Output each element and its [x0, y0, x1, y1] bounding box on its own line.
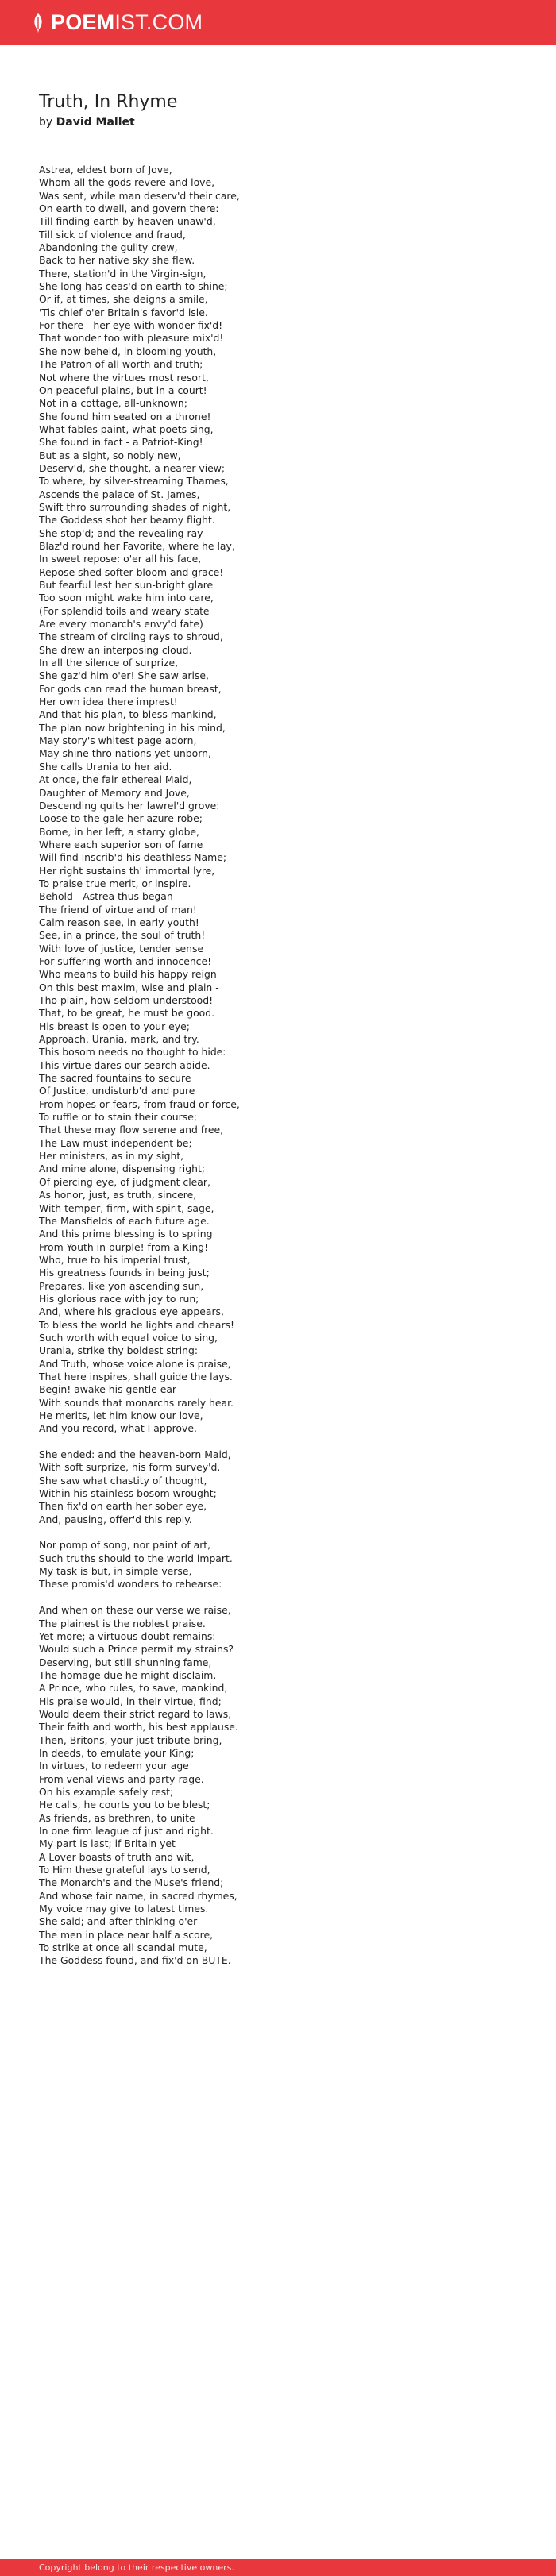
poem-line: Who, true to his imperial trust, — [39, 1253, 191, 1266]
poem-line: That here inspires, shall guide the lays. — [39, 1370, 233, 1382]
poem-line: That these may flow serene and free, — [39, 1124, 224, 1136]
poem-line: Of Justice, undisturb'd and pure — [39, 1085, 195, 1097]
poem-line: Blaz'd round her Favorite, where he lay, — [39, 539, 235, 552]
poem-line: Back to her native sky she flew. — [39, 254, 195, 267]
poem-line: May story's whitest page adorn, — [39, 735, 197, 747]
poem-line: And whose fair name, in sacred rhymes, — [39, 1889, 237, 1902]
poem-line: My part is last; if Britain yet — [39, 1838, 176, 1850]
poem-stanza — [39, 1448, 531, 1526]
poem-container — [39, 91, 531, 1980]
poem-line: The plainest is the noblest praise. — [39, 1617, 206, 1629]
poem-line: The friend of virtue and of man! — [39, 903, 197, 916]
poem-line: Abandoning the guilty crew, — [39, 241, 178, 254]
poem-line: His praise would, in their virtue, find; — [39, 1695, 222, 1707]
poem-line: With sounds that monarchs rarely hear. — [39, 1396, 234, 1409]
poem-line: 'Tis chief o'er Britain's favor'd isle. — [39, 306, 208, 318]
poem-line: From venal views and party-rage. — [39, 1772, 204, 1785]
poem-line: In all the silence of surprize, — [39, 657, 179, 669]
poem-line: Descending quits her lawrel'd grove: — [39, 799, 220, 812]
poem-line: For suffering worth and innocence! — [39, 954, 212, 967]
poem-line: With love of justice, tender sense — [39, 942, 204, 954]
poem-line: Her ministers, as in my sight, — [39, 1150, 184, 1163]
poem-line: To ruffle or to stain their course; — [39, 1111, 198, 1124]
poem-line: She long has ceas'd on earth to shine; — [39, 280, 228, 293]
poem-line: She gaz'd him o'er! She saw arise, — [39, 669, 209, 682]
poem-line: Will find inscrib'd his deathless Name; — [39, 851, 227, 864]
poem-line: In virtues, to redeem your age — [39, 1760, 189, 1772]
poem-body — [39, 164, 531, 1968]
poem-line: His greatness founds in being just; — [39, 1267, 210, 1279]
poem-line: As honor, just, as truth, sincere, — [39, 1189, 197, 1201]
poem-line: Behold - Astrea thus began - — [39, 890, 180, 903]
poem-line: Approach, Urania, mark, and try. — [39, 1033, 199, 1046]
poem-line: Till sick of violence and fraud, — [39, 228, 186, 241]
poem-line: See, in a prince, the soul of truth! — [39, 929, 206, 942]
poem-line: My voice may give to latest times. — [39, 1903, 209, 1915]
poem-line: For there - her eye with wonder fix'd! — [39, 319, 223, 332]
poem-line: But as a sight, so nobly new, — [39, 449, 181, 461]
poem-line: Nor pomp of song, nor paint of art, — [39, 1539, 211, 1552]
quill-icon — [32, 13, 44, 33]
poem-line: From hopes or fears, from fraud or force, — [39, 1097, 240, 1110]
poem-line: Whom all the gods revere and love, — [39, 176, 215, 189]
poem-line: Deserv'd, she thought, a nearer view; — [39, 461, 226, 474]
poem-byline — [39, 114, 531, 130]
poem-line: Her own idea there imprest! — [39, 696, 178, 708]
poem-line: To strike at once all scandal mute, — [39, 1942, 207, 1954]
poem-line: Their faith and worth, his best applause. — [39, 1721, 238, 1733]
poem-stanza — [39, 1604, 531, 1968]
poem-line: And Truth, whose voice alone is praise, — [39, 1357, 231, 1370]
site-logo-text — [51, 10, 203, 35]
poem-line: And, pausing, offer'd this reply. — [39, 1513, 192, 1525]
poem-line: The Law must independent be; — [39, 1136, 192, 1149]
poem-line: She now beheld, in blooming youth, — [39, 345, 217, 357]
poem-line: He merits, let him know our love, — [39, 1409, 203, 1421]
site-footer — [0, 2559, 556, 2576]
poem-line: To Him these grateful lays to send, — [39, 1864, 210, 1876]
poem-line: The Monarch's and the Muse's friend; — [39, 1876, 224, 1889]
logo-text-bold: POEM — [51, 10, 115, 34]
poem-line: And, where his gracious eye appears, — [39, 1305, 224, 1318]
author-link[interactable]: David Mallet — [56, 116, 135, 129]
poem-line: The Patron of all worth and truth; — [39, 358, 203, 371]
poem-line: At once, the fair ethereal Maid, — [39, 773, 192, 786]
poem-line: Begin! awake his gentle ear — [39, 1383, 177, 1396]
poem-line: In deeds, to emulate your King; — [39, 1746, 195, 1759]
poem-line: And you record, what I approve. — [39, 1422, 197, 1435]
poem-line: She said; and after thinking o'er — [39, 1915, 198, 1928]
poem-line: With temper, firm, with spirit, sage, — [39, 1201, 214, 1214]
poem-line: She found him seated on a throne! — [39, 410, 211, 422]
poem-line: The plan now brightening in his mind, — [39, 721, 226, 734]
poem-line: My task is but, in simple verse, — [39, 1565, 192, 1578]
poem-line: Prepares, like yon ascending sun, — [39, 1279, 204, 1292]
poem-line: Such worth with equal voice to sing, — [39, 1331, 218, 1344]
poem-line: For gods can read the human breast, — [39, 682, 222, 695]
poem-line: Calm reason see, in early youth! — [39, 916, 199, 928]
poem-line: Would such a Prince permit my strains? — [39, 1643, 234, 1656]
poem-line: The men in place near half a score, — [39, 1928, 214, 1941]
poem-line: Borne, in her left, a starry globe, — [39, 825, 199, 838]
poem-line: Not where the virtues most resort, — [39, 371, 209, 384]
poem-line: Who means to build his happy reign — [39, 968, 217, 981]
poem-line: Tho plain, how seldom understood! — [39, 994, 214, 1006]
poem-line: There, station'd in the Virgin-sign, — [39, 267, 207, 280]
poem-line: With soft surprize, his form survey'd. — [39, 1461, 221, 1474]
poem-line: And that his plan, to bless mankind, — [39, 708, 217, 721]
poem-line: She ended: and the heaven-born Maid, — [39, 1448, 231, 1461]
site-logo-link[interactable] — [32, 10, 203, 35]
poem-stanza — [39, 164, 531, 1436]
poem-line: This bosom needs no thought to hide: — [39, 1046, 226, 1059]
poem-line: Urania, strike thy boldest string: — [39, 1344, 199, 1357]
poem-line: And when on these our verse we raise, — [39, 1604, 231, 1617]
poem-line: This virtue dares our search abide. — [39, 1059, 210, 1071]
poem-line: Not in a cottage, all-unknown; — [39, 397, 187, 410]
poem-line: What fables paint, what poets sing, — [39, 422, 214, 435]
poem-line: He calls, he courts you to be blest; — [39, 1799, 210, 1811]
poem-line: (For splendid toils and weary state — [39, 604, 210, 617]
poem-line: The stream of circling rays to shroud, — [39, 631, 223, 643]
poem-line: To praise true merit, or inspire. — [39, 877, 191, 889]
poem-line: Then fix'd on earth her sober eye, — [39, 1500, 207, 1513]
poem-line: Or if, at times, she deigns a smile, — [39, 293, 208, 306]
poem-line: In sweet repose: o'er all his face, — [39, 553, 202, 565]
poem-line: On earth to dwell, and govern there: — [39, 202, 219, 215]
poem-line: To where, by silver-streaming Thames, — [39, 475, 229, 488]
poem-line: Where each superior son of fame — [39, 838, 203, 850]
poem-line: She calls Urania to her aid. — [39, 760, 172, 773]
byline-prefix: by — [39, 116, 53, 129]
poem-line: Too soon might wake him into care, — [39, 592, 214, 604]
poem-line: That, to be great, he must be good. — [39, 1007, 215, 1020]
poem-line: Of piercing eye, of judgment clear, — [39, 1175, 210, 1188]
poem-line: And this prime blessing is to spring — [39, 1228, 213, 1240]
poem-line: Ascends the palace of St. James, — [39, 488, 200, 500]
poem-line: Daughter of Memory and Jove, — [39, 786, 190, 799]
poem-line: That wonder too with pleasure mix'd! — [39, 332, 224, 345]
poem-line: His glorious race with joy to run; — [39, 1292, 199, 1305]
poem-line: Was sent, while man deserv'd their care, — [39, 189, 240, 202]
poem-line: Within his stainless bosom wrought; — [39, 1487, 217, 1500]
poem-line: Her right sustains th' immortal lyre, — [39, 864, 215, 877]
poem-line: Are every monarch's envy'd fate) — [39, 618, 203, 631]
poem-line: The Goddess shot her beamy flight. — [39, 514, 215, 526]
poem-line: Astrea, eldest born of Jove, — [39, 164, 172, 175]
poem-line: Then, Britons, your just tribute bring, — [39, 1733, 222, 1746]
poem-line: Yet more; a virtuous doubt remains: — [39, 1629, 216, 1642]
poem-title: Truth, In Rhyme — [39, 92, 178, 112]
poem-line: To bless the world he lights and chears! — [39, 1318, 235, 1331]
poem-line: On peaceful plains, but in a court! — [39, 384, 207, 396]
poem-line: But fearful lest her sun-bright glare — [39, 579, 214, 591]
poem-line: Loose to the gale her azure robe; — [39, 812, 203, 825]
poem-line: And mine alone, dispensing right; — [39, 1163, 205, 1175]
poem-line: A Prince, who rules, to save, mankind, — [39, 1682, 228, 1695]
poem-line: The homage due he might disclaim. — [39, 1668, 217, 1681]
poem-line: Till finding earth by heaven unaw'd, — [39, 215, 216, 228]
poem-line: May shine thro nations yet unborn, — [39, 747, 211, 760]
poem-line: Swift thro surrounding shades of night, — [39, 500, 231, 513]
poem-line: On this best maxim, wise and plain - — [39, 981, 219, 993]
poem-line: The sacred fountains to secure — [39, 1072, 191, 1085]
poem-line: Such truths should to the world impart. — [39, 1552, 233, 1564]
poem-line: From Youth in purple! from a King! — [39, 1240, 209, 1253]
poem-line: She found in fact - a Patriot-King! — [39, 436, 203, 449]
poem-line: The Mansfields of each future age. — [39, 1214, 210, 1227]
poem-stanza — [39, 1539, 531, 1591]
poem-line: Would deem their strict regard to laws, — [39, 1707, 232, 1720]
poem-line: These promis'd wonders to rehearse: — [39, 1578, 222, 1591]
poem-line: On his example safely rest; — [39, 1785, 174, 1798]
poem-line: She drew an interposing cloud. — [39, 643, 192, 656]
copyright-text: Copyright belong to their respective owners. — [39, 2562, 234, 2573]
poem-line: She saw what chastity of thought, — [39, 1474, 207, 1487]
poem-line: His breast is open to your eye; — [39, 1020, 190, 1032]
poem-line: Deserving, but still shunning fame, — [39, 1656, 212, 1668]
poem-line: Repose shed softer bloom and grace! — [39, 565, 224, 578]
poem-line: A Lover boasts of truth and wit, — [39, 1850, 195, 1863]
poem-line: She stop'd; and the revealing ray — [39, 526, 203, 539]
poem-line: The Goddess found, and fix'd on BUTE. — [39, 1954, 231, 1967]
site-header — [0, 0, 556, 45]
poem-line: As friends, as brethren, to unite — [39, 1811, 195, 1824]
logo-text-light: IST.COM — [114, 10, 203, 34]
poem-line: In one firm league of just and right. — [39, 1825, 214, 1837]
